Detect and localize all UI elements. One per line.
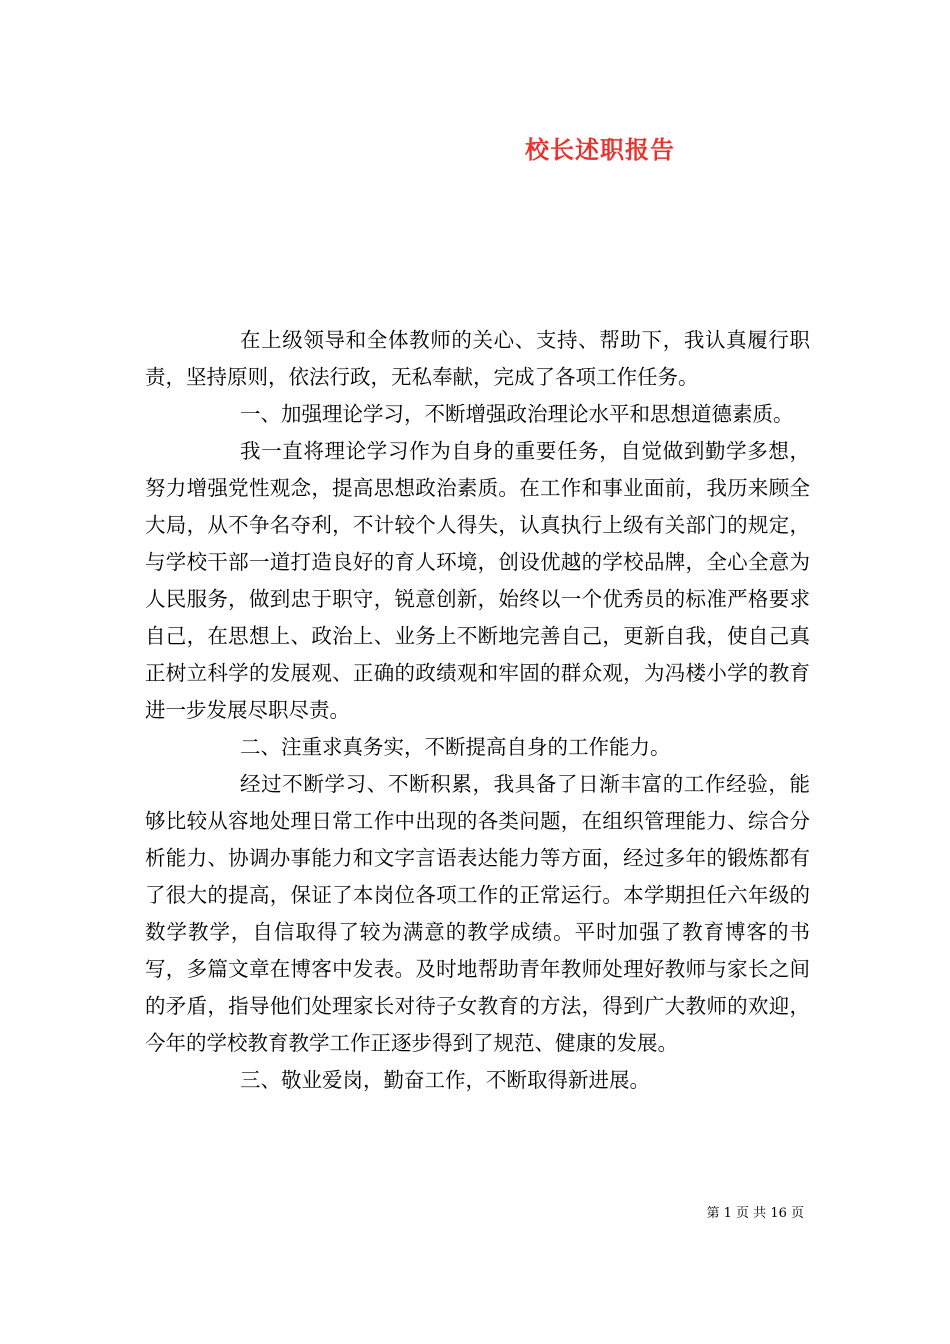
paragraph-intro: 在上级领导和全体教师的关心、支持、帮助下，我认真履行职责，坚持原则，依法行政，无私奉献，完成了各项工作任务。 [145, 328, 810, 389]
section-heading-2: 二、注重求真务实，不断提高自身的工作能力。 [240, 735, 671, 759]
paragraph-section-1: 我一直将理论学习作为自身的重要任务，自觉做到勤学多想，努力增强党性观念，提高思想政治素质。在工作和事业面前，我历来顾全大局，从不争名夺利，不计较个人得失，认真执行上级有关部门的规定，与学校干部一道打造良好的育人环境，创设优越的学校品牌，全心全意为人民服务，做到忠于职守，锐意创新，始终以一个优秀员的标准严格要求自己，在思想上、政治上、业务上不断地完善自己，更新自我，使自己真正树立科学的发展观、正确的政绩观和牢固的群众观，为冯楼小学的教育进一步发展尽职尽责。 [145, 439, 810, 722]
section-heading-1: 一、加强理论学习，不断增强政治理论水平和思想道德素质。 [240, 402, 794, 426]
paragraph-section-2: 经过不断学习、不断积累，我具备了日渐丰富的工作经验，能够比较从容地处理日常工作中出现的各类问题，在组织管理能力、综合分析能力、协调办事能力和文字言语表达能力等方面，经过多年的锻炼都有了很大的提高，保证了本岗位各项工作的正常运行。本学期担任六年级的数学教学，自信取得了较为满意的教学成绩。平时加强了教育博客的书写，多篇文章在博客中发表。及时地帮助青年教师处理好教师与家长之间的矛盾，指导他们处理家长对待子女教育的方法，得到广大教师的欢迎，今年的学校教育教学工作正逐步得到了规范、健康的发展。 [145, 772, 810, 1055]
page-number-footer: 第 1 页 共 16 页 [706, 1206, 804, 1221]
document-title: 校长述职报告 [525, 135, 675, 164]
document-body [145, 322, 810, 1099]
section-heading-3: 三、敬业爱岗，勤奋工作，不断取得新进展。 [240, 1068, 650, 1092]
